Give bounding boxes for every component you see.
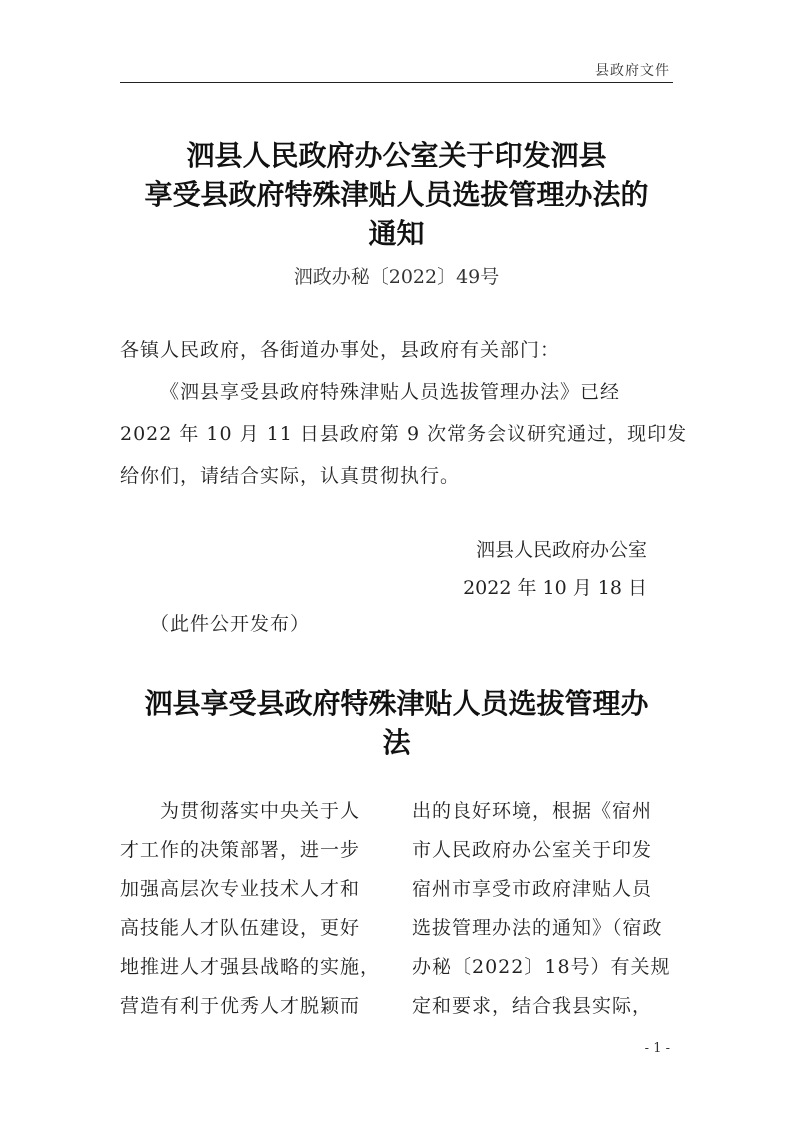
body-line-3: 给你们，请结合实际，认真贯彻执行。 [120,465,461,487]
body-line-2: 2022 年 10 月 11 日县政府第 9 次常务会议研究通过，现印发 [120,423,688,445]
left-column-line-1: 为贯彻落实中央关于人 [160,800,361,822]
issuer-signature: 泗县人民政府办公室 [475,539,647,561]
body-line-1: 《泗县享受县政府特殊津贴人员选拔管理办法》已经 [160,381,621,403]
left-column-line-2: 才工作的决策部署，进一步 [120,839,361,861]
document-header-label: 县政府文件 [595,63,670,79]
page-number: - 1 - [644,1041,670,1056]
right-column-line-6: 定和要求，结合我县实际， [412,995,653,1017]
left-column-line-3: 加强高层次专业技术人才和 [120,878,361,900]
measures-title-line-2: 法 [382,726,411,759]
left-column-line-4: 高技能人才队伍建设，更好 [120,917,361,939]
right-column-line-5: 办秘〔2022〕18号）有关规 [412,956,671,978]
document-number: 泗政办秘〔2022〕49号 [293,266,500,288]
addressee: 各镇人民政府，各街道办事处，县政府有关部门： [120,339,561,361]
notice-title-line-1: 泗县人民政府办公室关于印发泗县 [186,139,607,172]
measures-title-line-1: 泗县享受县政府特殊津贴人员选拔管理办 [144,687,649,720]
right-column-line-2: 市人民政府办公室关于印发 [412,839,653,861]
left-column-line-6: 营造有利于优秀人才脱颖而 [120,995,361,1017]
issue-date: 2022 年 10 月 18 日 [463,577,647,599]
right-column-line-4: 选拔管理办法的通知》（宿政 [412,917,663,939]
left-column-line-5: 地推进人才强县战略的实施， [120,956,381,978]
right-column-line-3: 宿州市享受市政府津贴人员 [412,878,653,900]
notice-title-line-3: 通知 [368,217,425,250]
notice-title-line-2: 享受县政府特殊津贴人员选拔管理办法的 [144,178,649,211]
header-divider [120,82,673,83]
right-column-line-1: 出的良好环境，根据《宿州 [412,800,653,822]
disclosure-note: （此件公开发布） [150,613,311,635]
